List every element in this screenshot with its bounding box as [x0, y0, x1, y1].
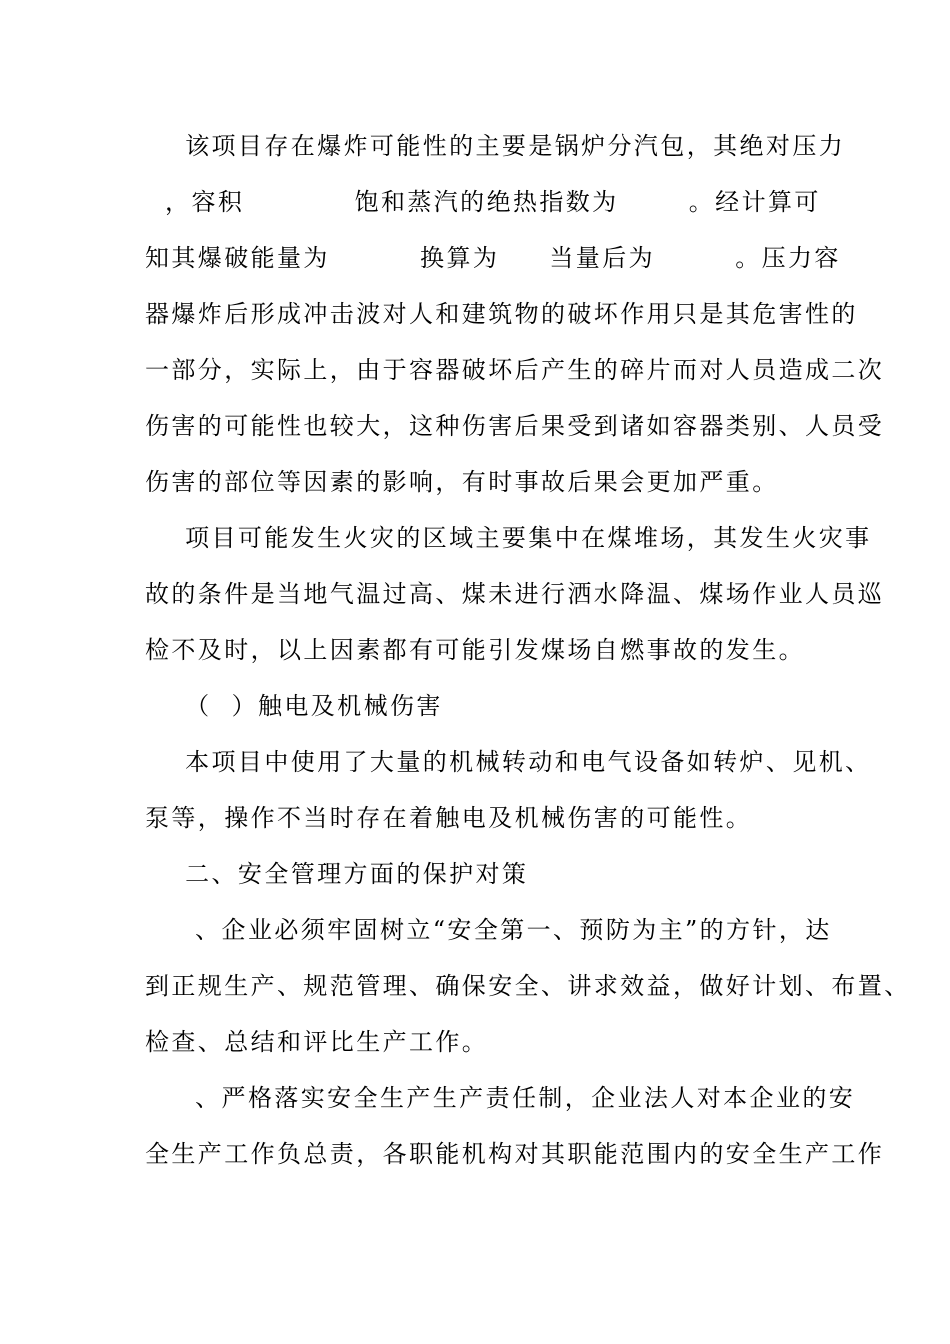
text-line: ，容积 饱和蒸汽的绝热指数为 。经计算可 — [145, 188, 821, 216]
text-line: 一部分，实际上，由于容器破坏后产生的碎片而对人员造成二次 — [145, 356, 885, 384]
text-line: 知其爆破能量为 换算为 当量后为 。压力容 — [145, 244, 841, 272]
text-line: 到正规生产、规范管理、确保安全、讲求效益，做好计划、布置、 — [145, 972, 911, 1000]
section-heading: （ ）触电及机械伤害 — [145, 692, 443, 720]
text-line: 器爆炸后形成冲击波对人和建筑物的破坏作用只是其危害性的 — [145, 300, 858, 328]
text-line: 、严格落实安全生产生产责任制，企业法人对本企业的安 — [145, 1084, 856, 1112]
text-line: 故的条件是当地气温过高、煤未进行洒水降温、煤场作业人员巡 — [145, 580, 885, 608]
text-line: 检查、总结和评比生产工作。 — [145, 1028, 489, 1056]
text-line: 伤害的部位等因素的影响，有时事故后果会更加严重。 — [145, 468, 779, 496]
section-heading: 二、安全管理方面的保护对策 — [145, 860, 529, 888]
text-line: 项目可能发生火灾的区域主要集中在煤堆场，其发生火灾事 — [145, 524, 872, 552]
text-line: 全生产工作负总责，各职能机构对其职能范围内的安全生产工作 — [145, 1140, 885, 1168]
text-line: 泵等，操作不当时存在着触电及机械伤害的可能性。 — [145, 804, 753, 832]
text-line: 该项目存在爆炸可能性的主要是锅炉分汽包，其绝对压力 — [145, 132, 846, 160]
text-line: 、企业必须牢固树立“安全第一、预防为主”的方针，达 — [145, 916, 832, 944]
text-line: 伤害的可能性也较大，这种伤害后果受到诸如容器类别、人员受 — [145, 412, 885, 440]
text-line: 本项目中使用了大量的机械转动和电气设备如转炉、见机、 — [145, 748, 872, 776]
text-line: 检不及时，以上因素都有可能引发煤场自燃事故的发生。 — [145, 636, 805, 664]
